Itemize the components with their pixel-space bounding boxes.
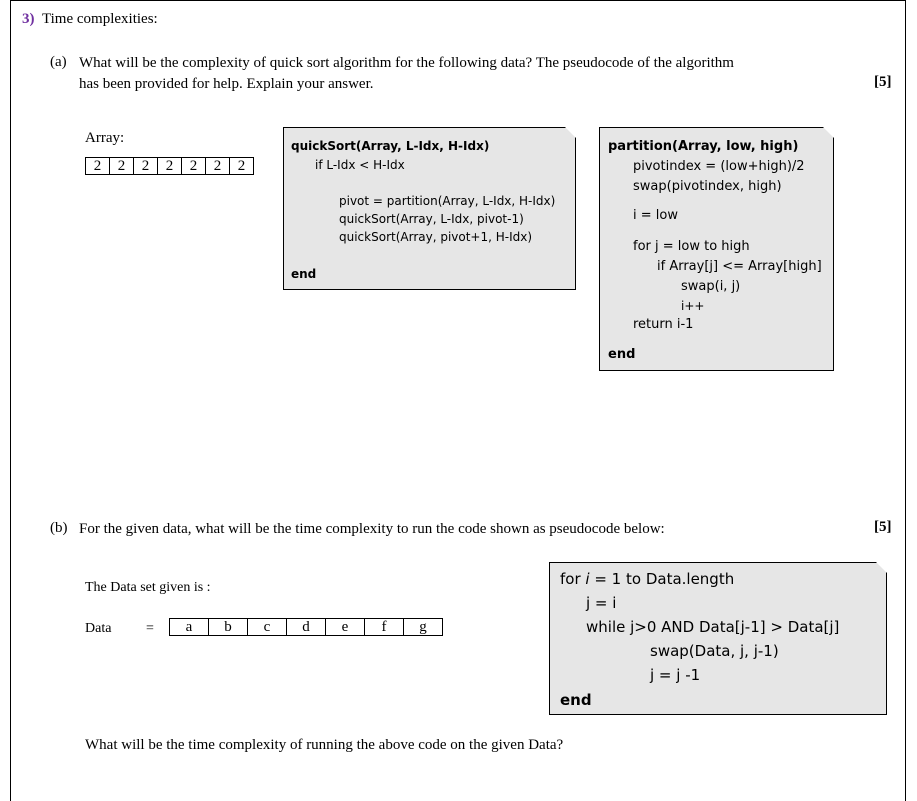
data-cell: c xyxy=(248,619,287,636)
partition-line: i++ xyxy=(681,299,705,313)
part-a-label: (a) xyxy=(50,54,67,70)
array-cell: 2 xyxy=(206,158,230,175)
question-number: 3) xyxy=(22,11,35,27)
partition-end: end xyxy=(608,347,636,362)
partition-code-box xyxy=(599,127,834,371)
insertion-line: j = j -1 xyxy=(650,666,701,684)
insertion-line: while j>0 AND Data[j-1] > Data[j] xyxy=(586,618,840,636)
array-cell: 2 xyxy=(86,158,110,175)
quicksort-line: if L-Idx < H-Idx xyxy=(315,158,405,172)
partition-line: swap(pivotindex, high) xyxy=(633,179,782,194)
array-cell: 2 xyxy=(110,158,134,175)
part-b-label: (b) xyxy=(50,520,68,536)
for-keyword: for xyxy=(560,570,586,588)
data-cell: d xyxy=(287,619,326,636)
part-b-marks: [5] xyxy=(874,519,892,535)
array-table xyxy=(85,157,254,175)
insertion-line: j = i xyxy=(586,594,617,612)
data-cell: b xyxy=(209,619,248,636)
quicksort-line: pivot = partition(Array, L-Idx, H-Idx) xyxy=(339,194,556,208)
array-label: Array: xyxy=(85,130,125,146)
quicksort-end: end xyxy=(291,267,317,281)
part-a-text-line2: has been provided for help. Explain your answer. xyxy=(79,76,374,92)
partition-header: partition(Array, low, high) xyxy=(608,139,799,154)
corner-fold xyxy=(565,127,576,138)
corner-fold xyxy=(876,562,887,573)
array-cell: 2 xyxy=(134,158,158,175)
for-range: = 1 to Data.length xyxy=(589,570,735,588)
question-title: Time complexities: xyxy=(42,11,158,27)
quicksort-line: quickSort(Array, L-Idx, pivot-1) xyxy=(339,212,524,226)
part-a-marks: [5] xyxy=(874,74,892,90)
insertion-line-for xyxy=(560,570,734,588)
loop-variable: i xyxy=(585,570,590,588)
insertion-end: end xyxy=(560,691,592,709)
part-b-followup: What will be the time complexity of running the above code on the given Data? xyxy=(85,737,564,753)
data-name: Data xyxy=(85,621,112,636)
partition-line: return i-1 xyxy=(633,317,694,332)
array-cell: 2 xyxy=(182,158,206,175)
quicksort-code-box xyxy=(283,127,576,290)
part-a-text-line1: What will be the complexity of quick sort algorithm for the following data? The pseudocode of the algorithm xyxy=(79,55,734,71)
insertion-line: swap(Data, j, j-1) xyxy=(650,642,779,660)
data-table xyxy=(169,618,443,636)
partition-line: pivotindex = (low+high)/2 xyxy=(633,159,805,174)
partition-line: if Array[j] <= Array[high] xyxy=(657,259,822,274)
quicksort-header: quickSort(Array, L-Idx, H-Idx) xyxy=(291,139,490,153)
data-cell: e xyxy=(326,619,365,636)
array-cell: 2 xyxy=(230,158,254,175)
data-cell: g xyxy=(404,619,443,636)
dataset-label: The Data set given is : xyxy=(85,580,211,595)
quicksort-line: quickSort(Array, pivot+1, H-Idx) xyxy=(339,230,533,244)
partition-line: i = low xyxy=(633,208,678,223)
partition-line: swap(i, j) xyxy=(681,279,741,294)
partition-line: for j = low to high xyxy=(633,239,750,254)
insertion-code-box xyxy=(549,562,887,715)
corner-fold xyxy=(823,127,834,138)
data-cell: a xyxy=(170,619,209,636)
part-b-text: For the given data, what will be the time complexity to run the code shown as pseudocode below: xyxy=(79,521,665,537)
data-cell: f xyxy=(365,619,404,636)
equals-sign: = xyxy=(146,621,154,636)
array-cell: 2 xyxy=(158,158,182,175)
